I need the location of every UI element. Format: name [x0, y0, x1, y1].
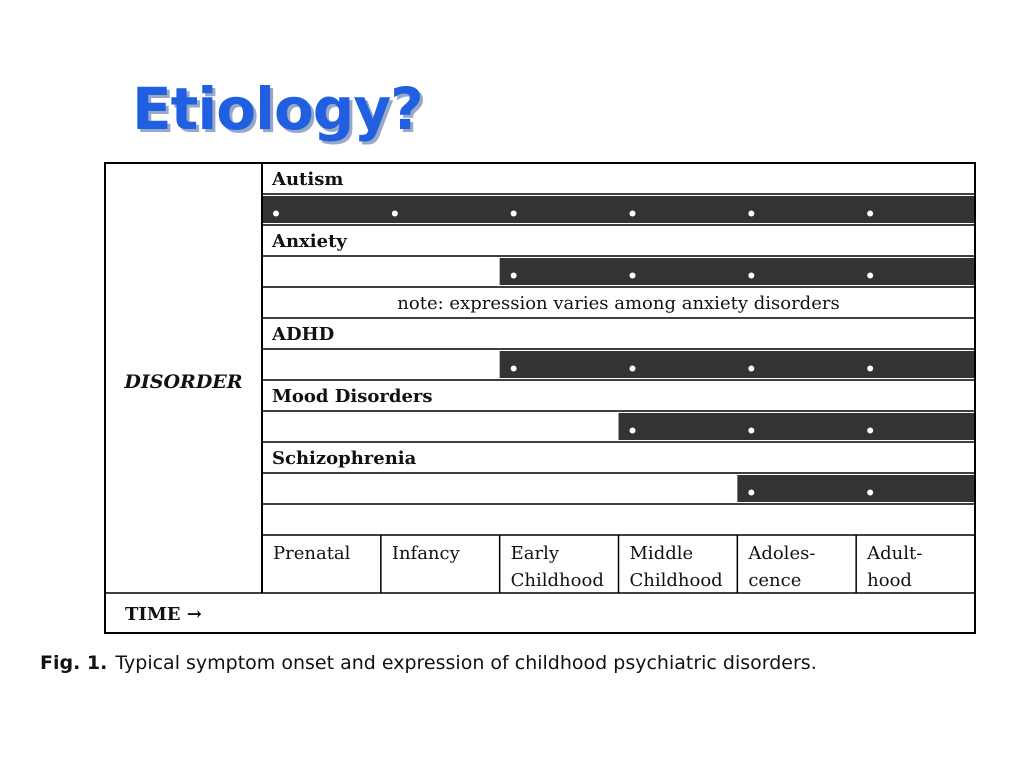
onset-bar [737, 475, 975, 502]
period-label: Prenatal [273, 543, 351, 564]
period-label: hood [867, 570, 912, 591]
period-label: Childhood [629, 570, 723, 591]
caption-label: Fig. 1. [40, 652, 108, 674]
disorder-name-label: Anxiety [272, 231, 347, 252]
time-axis-label: TIME → [125, 604, 202, 625]
period-marker-dot [748, 490, 754, 496]
figure-caption [40, 652, 817, 674]
period-marker-dot [511, 211, 517, 217]
period-marker-dot [748, 211, 754, 217]
slide-title: Etiology? [132, 75, 423, 143]
period-label: Adoles- [748, 543, 816, 564]
disorder-name-label: Mood Disorders [272, 386, 433, 407]
disorder-name-label: Autism [272, 169, 344, 190]
period-marker-dot [273, 211, 279, 217]
period-marker-dot [867, 273, 873, 279]
period-label: Infancy [391, 543, 460, 564]
onset-bar [619, 413, 976, 440]
period-marker-dot [630, 211, 636, 217]
period-label: Childhood [510, 570, 604, 591]
onset-bar [500, 258, 975, 285]
period-marker-dot [748, 366, 754, 372]
caption-text: Typical symptom onset and expression of childhood psychiatric disorders. [115, 652, 817, 674]
period-marker-dot [630, 428, 636, 434]
onset-bar [500, 351, 975, 378]
period-marker-dot [867, 428, 873, 434]
period-marker-dot [392, 211, 398, 217]
disorder-name-label: ADHD [272, 324, 335, 345]
disorder-name-label: Schizophrenia [272, 448, 417, 469]
period-marker-dot [630, 366, 636, 372]
period-marker-dot [748, 428, 754, 434]
disorder-axis-label: DISORDER [124, 371, 243, 393]
period-marker-dot [748, 273, 754, 279]
period-marker-dot [511, 366, 517, 372]
period-marker-dot [867, 211, 873, 217]
period-label: Adult- [867, 543, 923, 564]
period-marker-dot [867, 366, 873, 372]
period-label: Middle [629, 543, 694, 564]
period-marker-dot [630, 273, 636, 279]
period-marker-dot [511, 273, 517, 279]
onset-bar [262, 196, 975, 223]
period-label: cence [748, 570, 802, 591]
period-marker-dot [867, 490, 873, 496]
anxiety-note: note: expression varies among anxiety disorders [397, 293, 840, 314]
period-label: Early [510, 543, 560, 564]
